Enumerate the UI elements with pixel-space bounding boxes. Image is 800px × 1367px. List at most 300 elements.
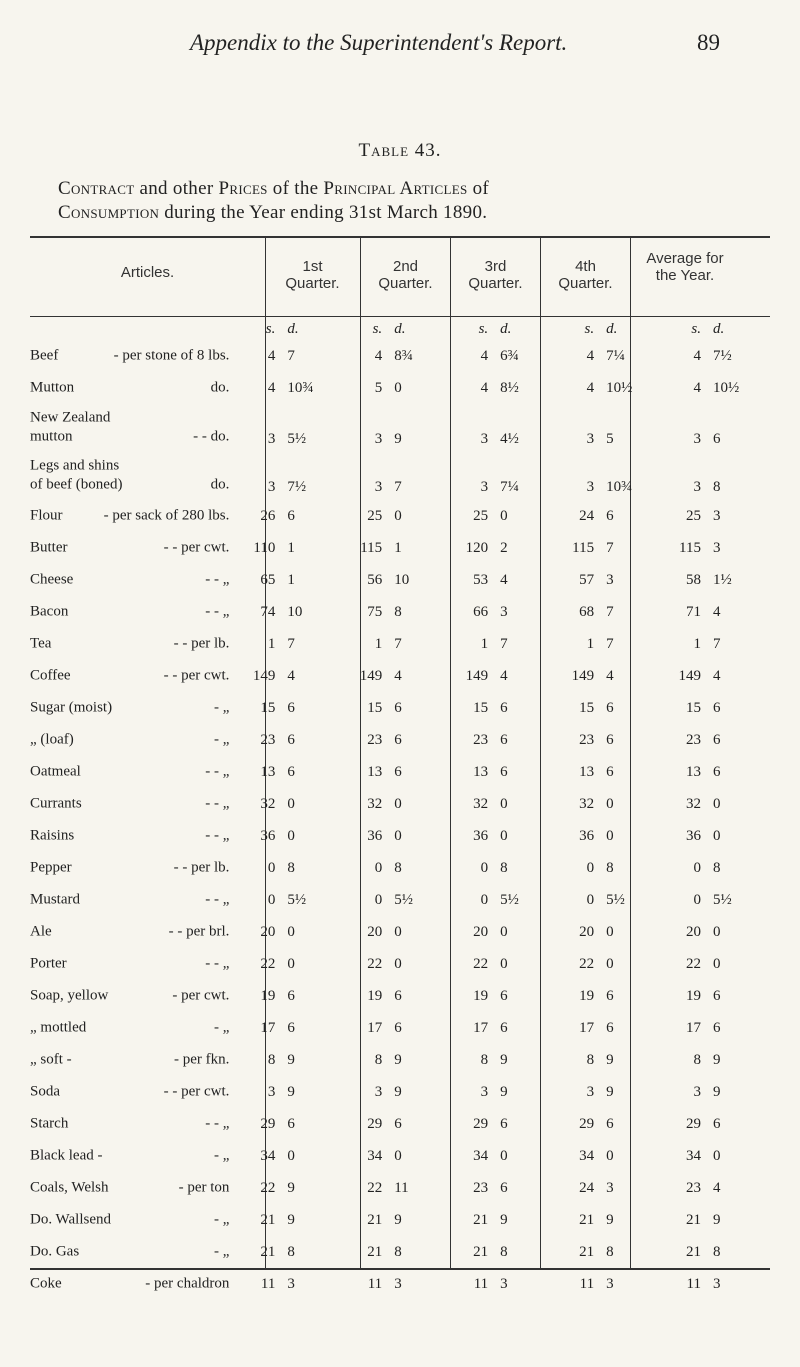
q2-shillings: 0 bbox=[374, 859, 383, 876]
caption-word: Principal Articles bbox=[323, 178, 468, 199]
q3-pence: 0 bbox=[500, 795, 508, 812]
caption-line-1 bbox=[58, 177, 738, 201]
q1-shillings: 3 bbox=[267, 1083, 276, 1100]
q2-shillings: 3 bbox=[374, 1083, 383, 1100]
q4-shillings: 17 bbox=[579, 1019, 595, 1036]
avg-pence: 8 bbox=[712, 859, 721, 876]
table-row bbox=[30, 628, 770, 660]
avg-shillings: 1 bbox=[693, 635, 701, 652]
q2-pence: 6 bbox=[394, 1019, 402, 1036]
article-cell bbox=[30, 1076, 237, 1108]
q3-pence: 4 bbox=[500, 667, 508, 684]
q1-shillings: 23 bbox=[260, 731, 276, 748]
article-cell bbox=[30, 1140, 237, 1172]
table-row bbox=[30, 692, 770, 724]
q1-shillings: 3 bbox=[267, 431, 276, 447]
q2-shillings: 8 bbox=[374, 1051, 383, 1068]
q3-pence: 0 bbox=[500, 1147, 508, 1164]
avg-shillings: 19 bbox=[685, 987, 701, 1004]
table-row bbox=[30, 1076, 770, 1108]
avg-pence: 0 bbox=[712, 1147, 721, 1164]
q1-pence: 1 bbox=[287, 571, 295, 588]
header-q4: 4th Quarter. bbox=[558, 258, 613, 292]
article-name-cont: of beef (boned) bbox=[30, 476, 123, 493]
q2-pence: 0 bbox=[394, 795, 402, 812]
q4-pence: 6 bbox=[606, 1019, 614, 1036]
article-cell bbox=[30, 820, 237, 852]
q2-pence: 6 bbox=[394, 1115, 402, 1132]
table-row bbox=[30, 1172, 770, 1204]
table-row bbox=[30, 1268, 770, 1300]
table-row bbox=[30, 1204, 770, 1236]
q4-shillings: 1 bbox=[586, 635, 595, 652]
q4-shillings: 22 bbox=[579, 955, 595, 972]
article-cell bbox=[30, 756, 237, 788]
q4-pence: 0 bbox=[606, 1147, 614, 1164]
q1-pence: 0 bbox=[287, 955, 295, 972]
q4-pence: 10¾ bbox=[606, 479, 633, 495]
avg-shillings: 115 bbox=[679, 539, 701, 556]
avg-pence: 9 bbox=[712, 1051, 721, 1068]
q4-pence: 8 bbox=[606, 859, 614, 876]
avg-shillings: 22 bbox=[685, 955, 701, 972]
avg-shillings: 32 bbox=[685, 795, 701, 812]
q1-shillings: 29 bbox=[260, 1115, 276, 1132]
avg-pence: 1½ bbox=[712, 571, 732, 588]
unit-d: d. bbox=[712, 320, 725, 337]
q2-shillings: 19 bbox=[367, 987, 383, 1004]
q3-shillings: 17 bbox=[473, 1019, 489, 1036]
article-cell bbox=[30, 1044, 237, 1076]
avg-shillings: 23 bbox=[685, 1179, 701, 1196]
table-caption bbox=[58, 177, 738, 225]
q2-shillings: 21 bbox=[367, 1243, 383, 1260]
q3-pence: 6¾ bbox=[500, 347, 519, 364]
q2-shillings: 17 bbox=[367, 1019, 383, 1036]
table-row bbox=[30, 1236, 770, 1268]
q2-pence: 7 bbox=[394, 635, 402, 652]
article-name: Porter bbox=[30, 955, 67, 972]
table-row bbox=[30, 500, 770, 532]
article-unit: - per sack of 280 lbs. bbox=[103, 507, 230, 524]
q3-shillings: 8 bbox=[480, 1051, 489, 1068]
q3-pence: 6 bbox=[500, 1019, 508, 1036]
table-row bbox=[30, 884, 770, 916]
article-name: Tea bbox=[30, 635, 52, 652]
q1-pence: 5½ bbox=[287, 431, 307, 447]
caption-word: of the bbox=[267, 178, 324, 199]
q2-shillings: 22 bbox=[367, 1179, 383, 1196]
table-row bbox=[30, 1108, 770, 1140]
q2-shillings: 4 bbox=[374, 347, 383, 364]
article-name: Mutton bbox=[30, 379, 75, 396]
q4-shillings: 34 bbox=[579, 1147, 595, 1164]
header-q2: 2nd Quarter. bbox=[378, 258, 433, 292]
avg-shillings: 17 bbox=[685, 1019, 701, 1036]
q1-pence: 7 bbox=[287, 635, 295, 652]
q3-shillings: 25 bbox=[473, 507, 489, 524]
article-name: „ (loaf) bbox=[30, 731, 74, 748]
q3-shillings: 36 bbox=[473, 827, 489, 844]
q2-pence: 0 bbox=[394, 379, 402, 396]
q3-shillings: 19 bbox=[473, 987, 489, 1004]
article-unit: - - per cwt. bbox=[163, 667, 230, 684]
unit-d: d. bbox=[500, 320, 512, 337]
unit-s: s. bbox=[478, 320, 489, 337]
q2-pence: 0 bbox=[394, 507, 402, 524]
avg-shillings: 4 bbox=[693, 379, 701, 396]
q3-pence: 6 bbox=[500, 1179, 508, 1196]
q2-pence: 6 bbox=[394, 763, 402, 780]
q4-pence: 7¼ bbox=[606, 347, 625, 364]
q2-pence: 4 bbox=[394, 667, 402, 684]
q1-shillings: 21 bbox=[260, 1211, 276, 1228]
q4-shillings: 3 bbox=[586, 1083, 595, 1100]
q3-pence: 8 bbox=[500, 1243, 508, 1260]
article-name: Beef bbox=[30, 347, 59, 364]
q4-pence: 0 bbox=[606, 827, 614, 844]
article-name: Starch bbox=[30, 1115, 69, 1132]
q3-shillings: 149 bbox=[465, 667, 489, 684]
article-name: Black lead - bbox=[30, 1147, 103, 1164]
caption-line-2 bbox=[58, 201, 738, 225]
unit-s: s. bbox=[372, 320, 383, 337]
avg-pence: 6 bbox=[712, 1019, 721, 1036]
article-unit: - per fkn. bbox=[174, 1051, 230, 1068]
q4-shillings: 8 bbox=[586, 1051, 595, 1068]
article-unit: - - per lb. bbox=[173, 635, 230, 652]
q2-pence: 3 bbox=[394, 1275, 402, 1292]
article-name: „ mottled bbox=[30, 1019, 87, 1036]
q4-shillings: 68 bbox=[579, 603, 595, 620]
table-row bbox=[30, 948, 770, 980]
q4-shillings: 3 bbox=[586, 479, 595, 495]
q2-pence: 0 bbox=[394, 1147, 402, 1164]
article-name: Do. Wallsend bbox=[30, 1211, 112, 1228]
article-unit: - „ bbox=[214, 1147, 230, 1164]
q2-shillings: 0 bbox=[374, 891, 383, 908]
avg-pence: 0 bbox=[712, 955, 721, 972]
q2-shillings: 1 bbox=[374, 635, 383, 652]
q1-shillings: 34 bbox=[260, 1147, 276, 1164]
q4-pence: 7 bbox=[606, 635, 614, 652]
article-unit: - - „ bbox=[205, 827, 230, 844]
q2-pence: 11 bbox=[394, 1179, 409, 1196]
avg-shillings: 11 bbox=[686, 1275, 701, 1292]
q2-shillings: 115 bbox=[360, 539, 383, 556]
q3-pence: 9 bbox=[500, 1051, 508, 1068]
q1-shillings: 22 bbox=[260, 1179, 276, 1196]
q2-shillings: 149 bbox=[359, 667, 383, 684]
q2-pence: 8 bbox=[394, 859, 402, 876]
q1-pence: 6 bbox=[287, 1019, 295, 1036]
q1-shillings: 11 bbox=[260, 1275, 276, 1292]
q4-shillings: 0 bbox=[586, 891, 595, 908]
avg-pence: 5½ bbox=[712, 891, 732, 908]
q3-shillings: 23 bbox=[473, 731, 489, 748]
article-name: Butter bbox=[30, 539, 68, 556]
article-unit: - - „ bbox=[205, 571, 230, 588]
q3-pence: 0 bbox=[500, 955, 508, 972]
article-unit: - - per brl. bbox=[168, 923, 230, 940]
q1-pence: 9 bbox=[287, 1083, 295, 1100]
avg-shillings: 3 bbox=[693, 479, 701, 495]
avg-shillings: 149 bbox=[678, 667, 701, 684]
q3-shillings: 34 bbox=[473, 1147, 489, 1164]
q1-shillings: 74 bbox=[260, 603, 276, 620]
avg-shillings: 23 bbox=[685, 731, 701, 748]
table-row bbox=[30, 756, 770, 788]
q2-pence: 10 bbox=[394, 571, 410, 588]
avg-pence: 8 bbox=[712, 1243, 721, 1260]
q4-pence: 3 bbox=[606, 1179, 614, 1196]
article-name: Mustard bbox=[30, 891, 80, 908]
q2-shillings: 23 bbox=[367, 731, 383, 748]
table-row bbox=[30, 852, 770, 884]
avg-pence: 10½ bbox=[712, 379, 740, 396]
q1-pence: 8 bbox=[287, 859, 295, 876]
q4-shillings: 23 bbox=[579, 731, 595, 748]
article-name: Currants bbox=[30, 795, 82, 812]
article-name: Oatmeal bbox=[30, 763, 81, 780]
q4-shillings: 13 bbox=[579, 763, 595, 780]
q2-shillings: 56 bbox=[367, 571, 383, 588]
q4-pence: 3 bbox=[606, 571, 614, 588]
caption-word: Contract bbox=[58, 178, 135, 199]
q3-pence: 2 bbox=[500, 539, 508, 556]
q1-pence: 6 bbox=[287, 507, 295, 524]
q1-shillings: 26 bbox=[260, 507, 276, 524]
caption-word: and other bbox=[134, 178, 219, 199]
avg-shillings: 8 bbox=[693, 1051, 701, 1068]
avg-pence: 0 bbox=[712, 795, 721, 812]
q3-shillings: 20 bbox=[473, 923, 489, 940]
unit-d: d. bbox=[394, 320, 406, 337]
q4-shillings: 20 bbox=[579, 923, 595, 940]
avg-pence: 3 bbox=[712, 1275, 721, 1292]
avg-shillings: 20 bbox=[685, 923, 701, 940]
article-cell bbox=[30, 1268, 237, 1300]
q4-pence: 8 bbox=[606, 1243, 614, 1260]
avg-shillings: 36 bbox=[685, 827, 701, 844]
avg-shillings: 3 bbox=[693, 431, 701, 447]
avg-shillings: 29 bbox=[685, 1115, 701, 1132]
q4-pence: 9 bbox=[606, 1211, 614, 1228]
article-unit: - „ bbox=[214, 1243, 230, 1260]
article-unit: - - do. bbox=[193, 428, 230, 445]
q1-pence: 6 bbox=[287, 1115, 295, 1132]
article-cell bbox=[30, 1108, 237, 1140]
q1-pence: 0 bbox=[287, 827, 295, 844]
q4-pence: 5½ bbox=[606, 891, 625, 908]
avg-pence: 6 bbox=[712, 763, 721, 780]
article-cell bbox=[30, 532, 237, 564]
article-cell bbox=[30, 1236, 237, 1268]
avg-pence: 6 bbox=[712, 699, 721, 716]
q1-pence: 9 bbox=[287, 1051, 295, 1068]
q4-pence: 9 bbox=[606, 1083, 614, 1100]
q4-shillings: 29 bbox=[579, 1115, 595, 1132]
q2-pence: 1 bbox=[394, 539, 402, 556]
q2-pence: 6 bbox=[394, 987, 402, 1004]
q1-shillings: 19 bbox=[260, 987, 276, 1004]
q2-pence: 9 bbox=[394, 1051, 402, 1068]
avg-pence: 6 bbox=[712, 987, 721, 1004]
q3-pence: 0 bbox=[500, 827, 508, 844]
article-cell bbox=[30, 1172, 237, 1204]
article-name: Sugar (moist) bbox=[30, 699, 113, 716]
q1-shillings: 8 bbox=[267, 1051, 276, 1068]
table-row bbox=[30, 1012, 770, 1044]
q4-pence: 0 bbox=[606, 955, 614, 972]
article-name-cont: mutton bbox=[30, 428, 73, 445]
article-unit: - - „ bbox=[205, 891, 230, 908]
q1-pence: 0 bbox=[287, 923, 295, 940]
q2-shillings: 15 bbox=[367, 699, 383, 716]
q2-pence: 8¾ bbox=[394, 347, 413, 364]
q4-shillings: 57 bbox=[579, 571, 595, 588]
q4-shillings: 115 bbox=[572, 539, 595, 556]
article-unit: - - „ bbox=[205, 763, 230, 780]
avg-pence: 3 bbox=[712, 539, 721, 556]
avg-shillings: 58 bbox=[685, 571, 701, 588]
q2-pence: 9 bbox=[394, 1211, 402, 1228]
q3-shillings: 21 bbox=[473, 1211, 489, 1228]
q2-pence: 6 bbox=[394, 699, 402, 716]
q1-pence: 3 bbox=[287, 1275, 295, 1292]
article-cell bbox=[30, 372, 237, 404]
article-name: Legs and shins bbox=[30, 457, 120, 474]
q1-shillings: 65 bbox=[260, 571, 276, 588]
header-q3: 3rd Quarter. bbox=[468, 258, 523, 292]
table-row bbox=[30, 372, 770, 404]
q2-pence: 0 bbox=[394, 955, 402, 972]
avg-pence: 9 bbox=[712, 1083, 721, 1100]
q1-pence: 1 bbox=[287, 539, 295, 556]
article-unit: - - „ bbox=[205, 955, 230, 972]
q4-shillings: 21 bbox=[579, 1243, 595, 1260]
table-row bbox=[30, 788, 770, 820]
q2-pence: 7 bbox=[394, 479, 402, 495]
avg-shillings: 34 bbox=[685, 1147, 701, 1164]
q3-shillings: 120 bbox=[465, 539, 489, 556]
q1-shillings: 20 bbox=[260, 923, 276, 940]
q1-pence: 0 bbox=[287, 795, 295, 812]
q1-shillings: 0 bbox=[267, 891, 276, 908]
article-name: Raisins bbox=[30, 827, 75, 844]
avg-pence: 4 bbox=[712, 667, 721, 684]
article-cell bbox=[30, 596, 237, 628]
q3-shillings: 4 bbox=[480, 379, 489, 396]
article-unit: - - per cwt. bbox=[163, 539, 230, 556]
q3-shillings: 11 bbox=[473, 1275, 489, 1292]
q4-shillings: 0 bbox=[586, 859, 595, 876]
q3-pence: 6 bbox=[500, 987, 508, 1004]
table-row bbox=[30, 916, 770, 948]
article-cell bbox=[30, 628, 237, 660]
article-name: Soap, yellow bbox=[30, 987, 109, 1004]
q2-shillings: 13 bbox=[367, 763, 383, 780]
article-name: New Zealand bbox=[30, 409, 111, 426]
q1-pence: 6 bbox=[287, 987, 295, 1004]
q2-pence: 6 bbox=[394, 731, 402, 748]
q3-shillings: 0 bbox=[480, 859, 489, 876]
q3-pence: 3 bbox=[500, 603, 508, 620]
q3-shillings: 53 bbox=[473, 571, 489, 588]
q2-shillings: 34 bbox=[367, 1147, 383, 1164]
q2-shillings: 3 bbox=[374, 431, 383, 447]
q2-shillings: 22 bbox=[367, 955, 383, 972]
q3-pence: 7 bbox=[500, 635, 508, 652]
avg-pence: 7 bbox=[712, 635, 721, 652]
article-name: Coffee bbox=[30, 667, 71, 684]
article-cell bbox=[30, 500, 237, 532]
avg-pence: 9 bbox=[712, 1211, 721, 1228]
q1-pence: 6 bbox=[287, 731, 295, 748]
unit-d: d. bbox=[606, 320, 618, 337]
q4-pence: 5 bbox=[606, 431, 614, 447]
q1-pence: 10¾ bbox=[287, 379, 314, 396]
article-unit: do. bbox=[210, 476, 230, 493]
avg-pence: 8 bbox=[712, 479, 721, 495]
q3-shillings: 13 bbox=[473, 763, 489, 780]
article-unit: - per ton bbox=[178, 1179, 230, 1196]
table-top-rule bbox=[30, 236, 770, 238]
q1-pence: 5½ bbox=[287, 891, 307, 908]
article-name: Bacon bbox=[30, 603, 69, 620]
header-q1: 1st Quarter. bbox=[285, 258, 340, 292]
q3-pence: 6 bbox=[500, 763, 508, 780]
avg-shillings: 21 bbox=[685, 1243, 701, 1260]
q1-shillings: 1 bbox=[267, 635, 276, 652]
avg-shillings: 25 bbox=[685, 507, 701, 524]
table-row bbox=[30, 452, 770, 500]
q2-shillings: 3 bbox=[374, 479, 383, 495]
q1-shillings: 4 bbox=[267, 379, 276, 396]
avg-shillings: 4 bbox=[693, 347, 701, 364]
article-unit: - - per cwt. bbox=[163, 1083, 230, 1100]
article-name: „ soft - bbox=[30, 1051, 72, 1068]
article-cell bbox=[30, 948, 237, 980]
q3-pence: 4½ bbox=[500, 431, 519, 447]
caption-word: Prices bbox=[218, 178, 268, 199]
q4-shillings: 11 bbox=[579, 1275, 595, 1292]
q2-pence: 8 bbox=[394, 603, 402, 620]
q1-shillings: 15 bbox=[260, 699, 276, 716]
article-name: Flour bbox=[30, 507, 63, 524]
article-name: Ale bbox=[30, 923, 52, 940]
q2-pence: 8 bbox=[394, 1243, 402, 1260]
q2-shillings: 5 bbox=[374, 379, 383, 396]
article-cell bbox=[30, 788, 237, 820]
header-bottom-rule bbox=[30, 316, 770, 317]
avg-pence: 4 bbox=[712, 1179, 721, 1196]
header-average: Average for the Year. bbox=[646, 250, 724, 284]
q3-shillings: 3 bbox=[480, 431, 489, 447]
avg-shillings: 0 bbox=[693, 891, 701, 908]
q4-pence: 9 bbox=[606, 1051, 614, 1068]
table-row bbox=[30, 596, 770, 628]
prices-table bbox=[30, 318, 770, 1300]
q1-pence: 9 bbox=[287, 1211, 295, 1228]
q3-shillings: 22 bbox=[473, 955, 489, 972]
q3-shillings: 29 bbox=[473, 1115, 489, 1132]
q2-shillings: 21 bbox=[367, 1211, 383, 1228]
q1-shillings: 3 bbox=[267, 479, 276, 495]
article-name: Coals, Welsh bbox=[30, 1179, 109, 1196]
q3-shillings: 66 bbox=[473, 603, 489, 620]
q3-shillings: 3 bbox=[480, 479, 489, 495]
